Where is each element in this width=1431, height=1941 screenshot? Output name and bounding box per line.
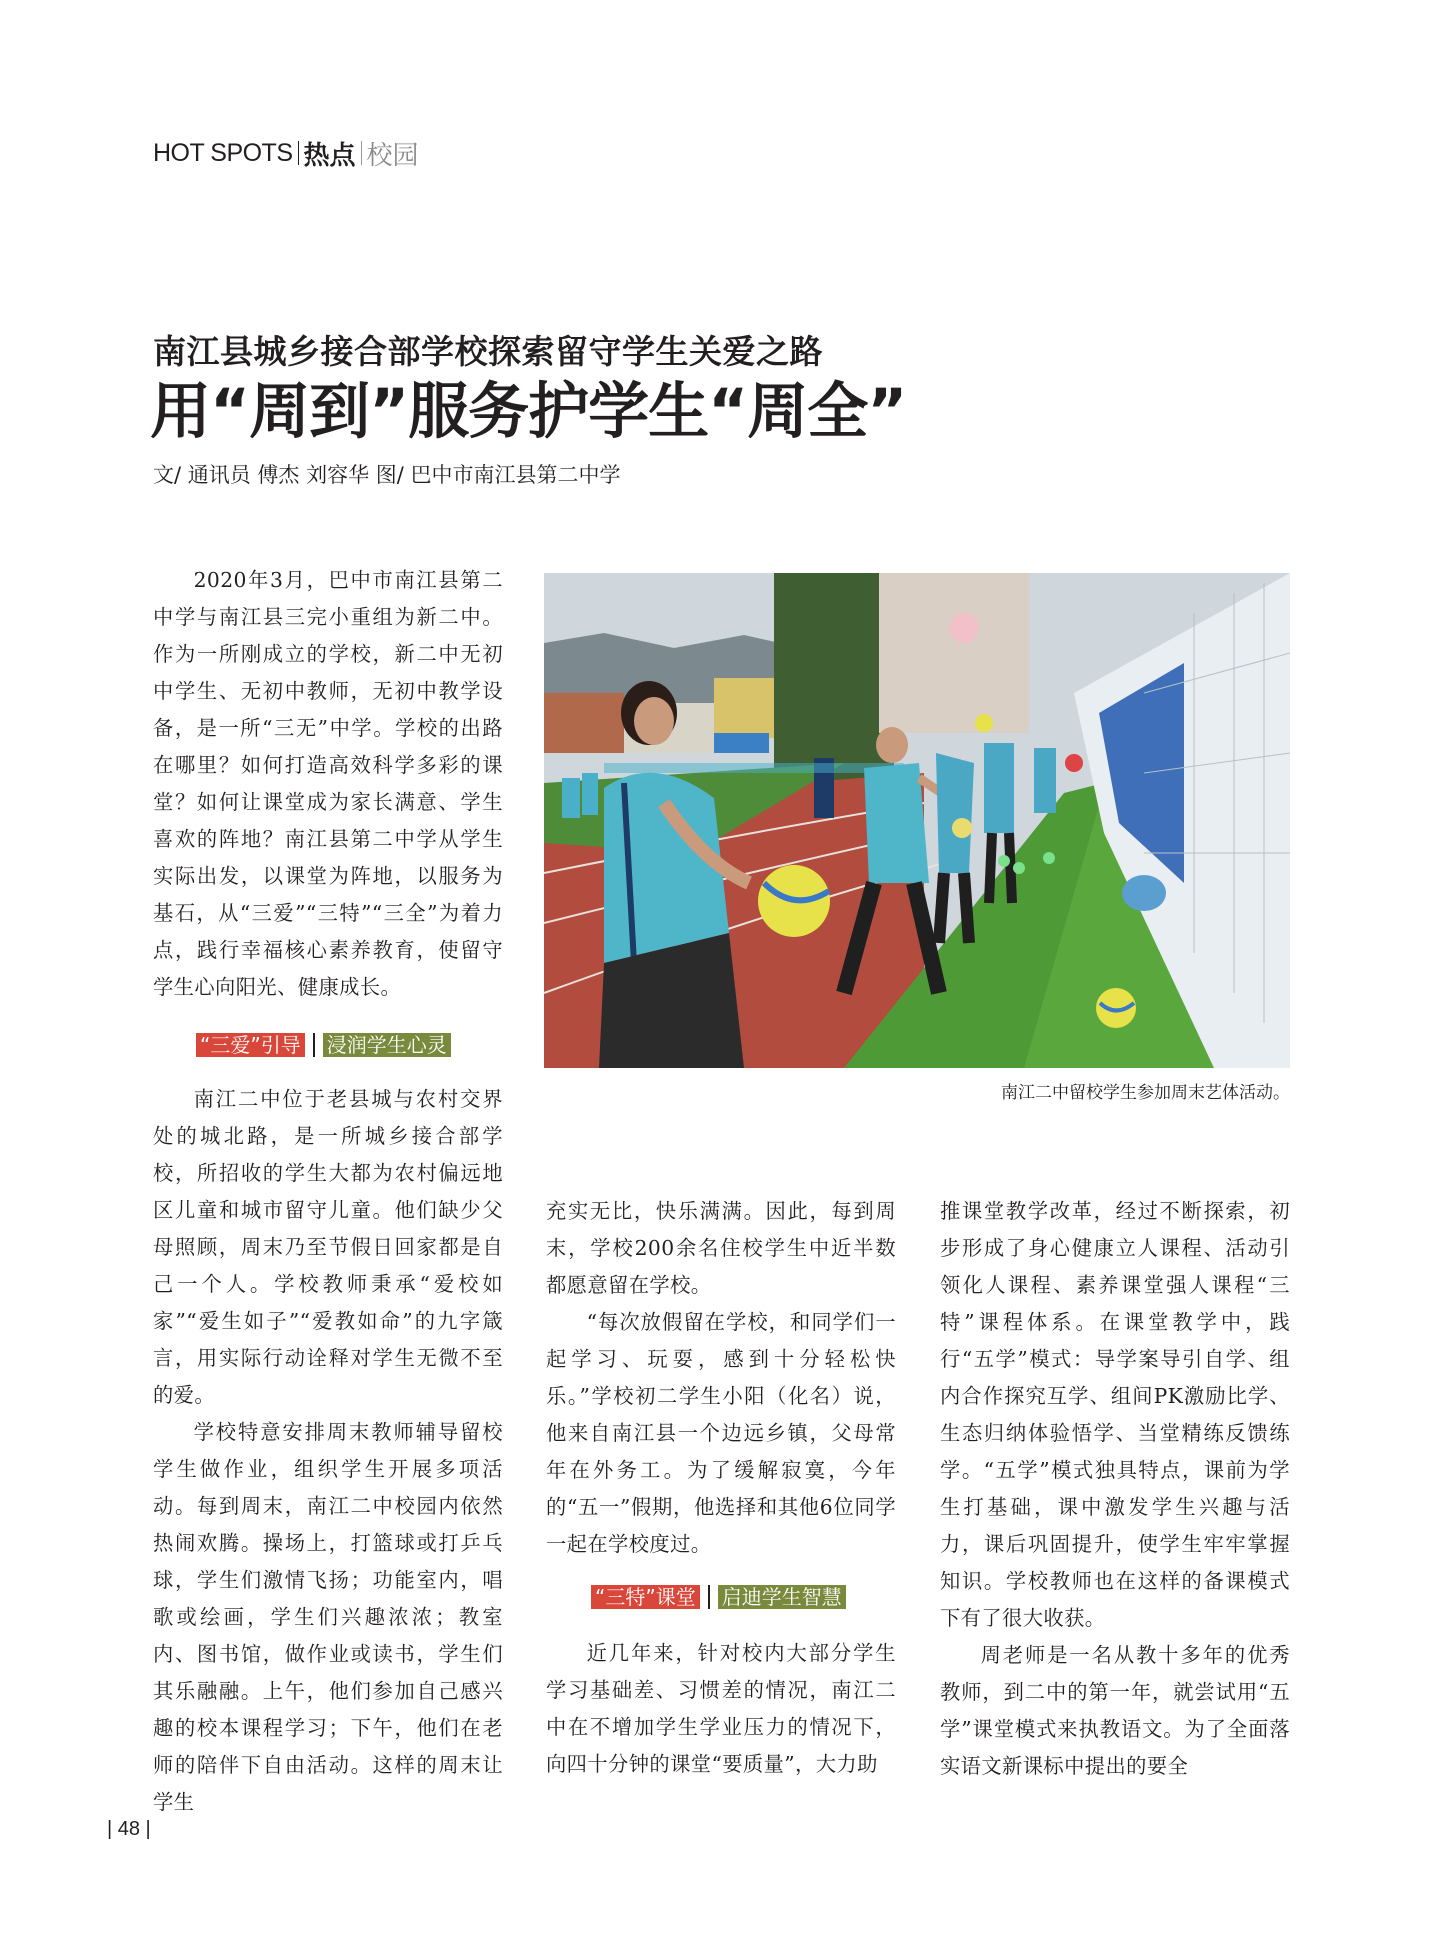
section-heading-divider [708, 1585, 710, 1609]
body-paragraph: “每次放假留在学校，和同学们一起学习、玩耍，感到十分轻松快乐。”学校初二学生小阳（化名）说，他来自南江县一个边远乡镇，父母常年在外务工。为了缓解寂寞，今年的“五一”假期，他选择和其他6位同学一起在学校度过。 [546, 1310, 896, 1556]
intro-column [153, 562, 503, 1006]
section-heading-red: “三特”课堂 [591, 1585, 700, 1609]
body-paragraph: 学校特意安排周末教师辅导留校学生做作业，组织学生开展多项活动。每到周末，南江二中校园内依然热闹欢腾。操场上，打篮球或打乒乓球，学生们激情飞扬；功能室内，唱歌或绘画，学生们兴趣浓浓；教室内、图书馆，做作业或读书，学生们其乐融融。上午，他们参加自己感兴趣的校本课程学习；下午，他们在老师的陪伴下自由活动。这样的周末让学生 [153, 1420, 503, 1814]
section-label-cn: 热点 [303, 140, 356, 171]
body-paragraph: 南江二中位于老县城与农村交界处的城北路，是一所城乡接合部学校，所招收的学生大都为农村偏远地区儿童和城市留守儿童。他们缺少父母照顾，周末乃至节假日回家都是自己一个人。学校教师秉承“爱校如家”“爱生如子”“爱教如命”的九字箴言，用实际行动诠释对学生无微不至的爱。 [153, 1087, 503, 1407]
section-heading-green: 启迪学生智慧 [718, 1585, 846, 1609]
section-heading-2 [591, 1583, 846, 1611]
column-3-body [940, 1193, 1290, 1785]
header-divider [298, 141, 299, 165]
article-title: 用“周到”服务护学生“周全” [150, 376, 907, 447]
photo-caption: 南江二中留校学生参加周末艺体活动。 [1001, 1083, 1290, 1103]
column-2-body [546, 1193, 896, 1563]
column-2-body-lower [546, 1635, 896, 1783]
section-heading-green: 浸润学生心灵 [323, 1033, 451, 1057]
volleyball-practice-photo [544, 573, 1290, 1068]
header-divider [361, 141, 362, 165]
article-photo [544, 573, 1290, 1068]
section-label-en: HOT SPOTS [153, 138, 293, 167]
body-paragraph: 充实无比，快乐满满。因此，每到周末，学校200余名住校学生中近半数都愿意留在学校。 [546, 1199, 896, 1297]
subsection-label: 校园 [366, 140, 419, 171]
body-paragraph: 周老师是一名从教十多年的优秀教师，到二中的第一年，就尝试用“五学”课堂模式来执教语文。为了全面落实语文新课标中提出的要全 [940, 1643, 1290, 1778]
column-1-body [153, 1081, 503, 1821]
section-heading-1 [196, 1031, 451, 1059]
article-byline: 文/ 通讯员 傅杰 刘容华 图/ 巴中市南江县第二中学 [153, 463, 621, 487]
body-paragraph: 近几年来，针对校内大部分学生学习基础差、习惯差的情况，南江二中在不增加学生学业压力的情况下，向四十分钟的课堂“要质量”，大力助 [546, 1641, 896, 1776]
intro-paragraph: 2020年3月，巴中市南江县第二中学与南江县三完小重组为新二中。作为一所刚成立的学校，新二中无初中学生、无初中教师，无初中教学设备，是一所“三无”中学。学校的出路在哪里？如何打造高效科学多彩的课堂？如何让课堂成为家长满意、学生喜欢的阵地？南江县第二中学从学生实际出发，以课堂为阵地，以服务为基石，从“三爱”“三特”“三全”为着力点，践行幸福核心素养教育，使留守学生心向阳光、健康成长。 [153, 568, 503, 999]
section-heading-divider [313, 1033, 315, 1057]
article-kicker: 南江县城乡接合部学校探索留守学生关爱之路 [153, 332, 823, 371]
section-heading-red: “三爱”引导 [196, 1033, 305, 1057]
section-header [153, 136, 419, 170]
page-number: | 48 | [107, 1818, 151, 1840]
body-paragraph: 推课堂教学改革，经过不断探索，初步形成了身心健康立人课程、活动引领化人课程、素养课堂强人课程“三特”课程体系。在课堂教学中，践行“五学”模式：导学案导引自学、组内合作探究互学、组间PK激励比学、生态归纳体验悟学、当堂精练反馈练学。“五学”模式独具特点，课前为学生打基础，课中激发学生兴趣与活力，课后巩固提升，使学生牢牢掌握知识。学校教师也在这样的备课模式下有了很大收获。 [940, 1199, 1290, 1630]
